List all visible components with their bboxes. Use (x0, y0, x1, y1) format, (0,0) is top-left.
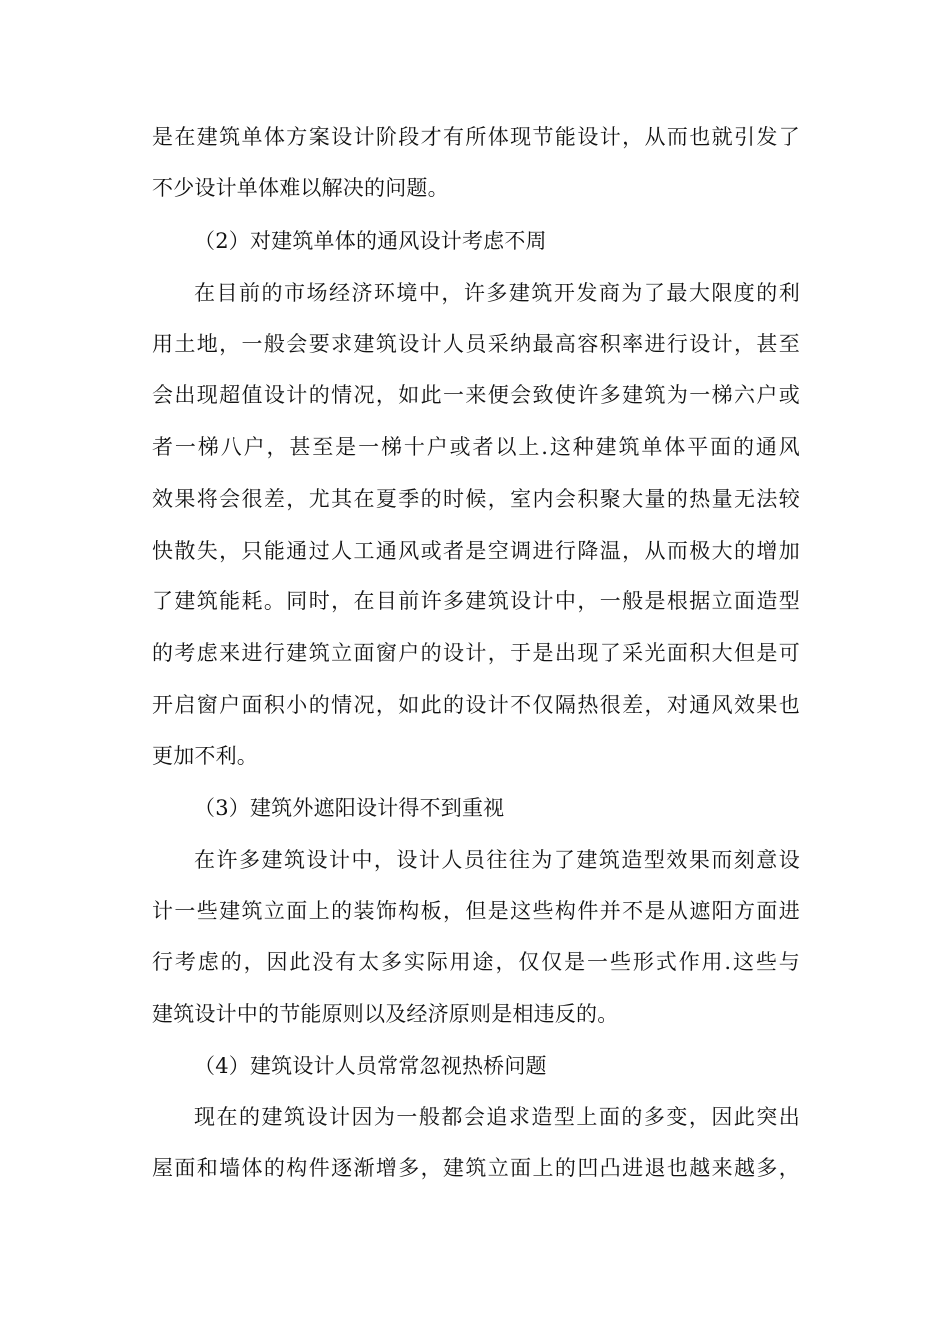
section-heading-3: （3）建筑外遮阳设计得不到重视 (194, 796, 505, 820)
text-line-20: 现在的建筑设计因为一般都会追求造型上面的多变，因此突出 (194, 1105, 800, 1129)
text-line-9: 快散失，只能通过人工通风或者是空调进行降温，从而极大的增加 (152, 539, 800, 563)
text-line-15: 在许多建筑设计中，设计人员往往为了建筑造型效果而刻意设 (194, 848, 800, 872)
text-line-21: 屋面和墙体的构件逐渐增多，建筑立面上的凹凸进退也越来越多， (152, 1156, 800, 1180)
text-line-18: 建筑设计中的节能原则以及经济原则是相违反的。 (152, 1002, 619, 1026)
text-line-13: 更加不利。 (152, 744, 258, 768)
text-line-2: 不少设计单体难以解决的问题。 (152, 176, 449, 200)
section-heading-4: （4）建筑设计人员常常忽视热桥问题 (194, 1054, 547, 1078)
text-line-12: 开启窗户面积小的情况，如此的设计不仅隔热很差，对通风效果也 (152, 693, 800, 717)
text-line-11: 的考虑来进行建筑立面窗户的设计，于是出现了采光面积大但是可 (152, 641, 800, 665)
text-line-1: 是在建筑单体方案设计阶段才有所体现节能设计，从而也就引发了 (152, 125, 800, 149)
text-line-10: 了建筑能耗。同时，在目前许多建筑设计中，一般是根据立面造型 (152, 589, 800, 613)
text-line-4: 在目前的市场经济环境中，许多建筑开发商为了最大限度的利 (194, 281, 800, 305)
text-line-17: 行考虑的，因此没有太多实际用途，仅仅是一些形式作用.这些与 (152, 950, 800, 974)
text-line-5: 用土地，一般会要求建筑设计人员采纳最高容积率进行设计，甚至 (152, 332, 800, 356)
text-line-16: 计一些建筑立面上的装饰构板，但是这些构件并不是从遮阳方面进 (152, 899, 800, 923)
section-heading-2: （2）对建筑单体的通风设计考虑不周 (194, 229, 547, 253)
text-line-8: 效果将会很差，尤其在夏季的时候，室内会积聚大量的热量无法较 (152, 487, 800, 511)
text-line-7: 者一梯八户，甚至是一梯十户或者以上.这种建筑单体平面的通风 (152, 435, 800, 459)
text-line-6: 会出现超值设计的情况，如此一来便会致使许多建筑为一梯六户或 (152, 383, 800, 407)
